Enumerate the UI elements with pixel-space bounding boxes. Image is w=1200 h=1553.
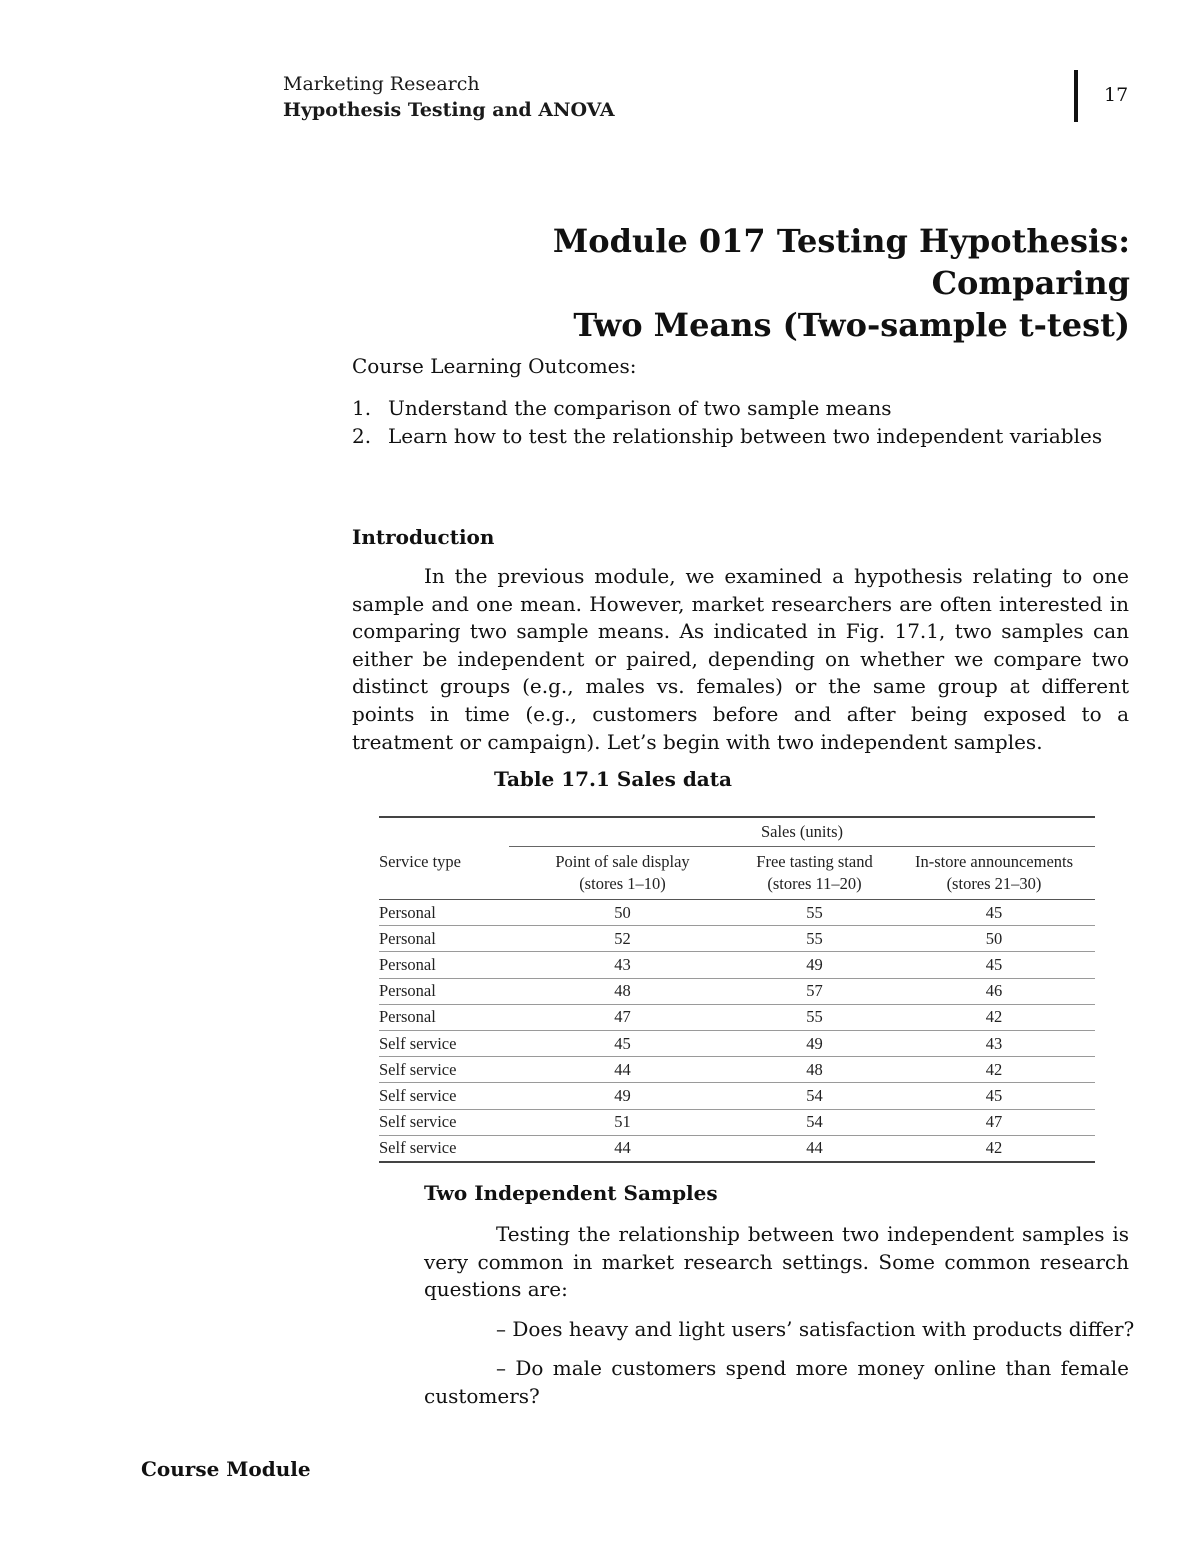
- table-row: [379, 1109, 1095, 1135]
- introduction-heading: Introduction: [352, 525, 495, 549]
- table-cell-value: 57: [736, 978, 893, 1004]
- table-group-header: Sales (units): [509, 818, 1095, 847]
- table-cell-value: 50: [509, 900, 736, 926]
- table-cell-service-type: Personal: [379, 900, 509, 926]
- table-cell-value: 49: [509, 1083, 736, 1109]
- column-header: Point of sale display (stores 1–10): [509, 847, 736, 900]
- table-cell-value: 55: [736, 900, 893, 926]
- table-row: [379, 1004, 1095, 1030]
- table-cell-service-type: Personal: [379, 926, 509, 952]
- table-row: [379, 978, 1095, 1004]
- table-group-spacer: [379, 818, 509, 847]
- title-line-2: Two Means (Two-sample t-test): [573, 306, 1130, 344]
- column-header: Service type: [379, 847, 509, 900]
- title-line-1: Module 017 Testing Hypothesis: Comparing: [552, 222, 1130, 302]
- page-title: [352, 220, 1130, 346]
- header-topic: Hypothesis Testing and ANOVA: [283, 99, 615, 121]
- table-row: [379, 952, 1095, 978]
- table-row: [379, 900, 1095, 926]
- table-cell-service-type: Self service: [379, 1030, 509, 1056]
- table-cell-value: 48: [736, 1057, 893, 1083]
- table-cell-value: 44: [509, 1135, 736, 1162]
- table-caption: Table 17.1 Sales data: [494, 767, 732, 791]
- table-cell-value: 45: [893, 900, 1095, 926]
- table-cell-service-type: Personal: [379, 952, 509, 978]
- table-cell-value: 44: [509, 1057, 736, 1083]
- table-cell-value: 42: [893, 1135, 1095, 1162]
- table-cell-value: 55: [736, 1004, 893, 1030]
- table-cell-value: 47: [509, 1004, 736, 1030]
- table-cell-value: 49: [736, 1030, 893, 1056]
- table-cell-value: 51: [509, 1109, 736, 1135]
- column-header: Free tasting stand (stores 11–20): [736, 847, 893, 900]
- list-text: Understand the comparison of two sample means: [388, 396, 892, 420]
- section-heading-two-samples: Two Independent Samples: [424, 1181, 718, 1205]
- table-cell-value: 55: [736, 926, 893, 952]
- research-question-1: – Does heavy and light users’ satisfaction with products differ?: [496, 1317, 1135, 1341]
- table-cell-value: 42: [893, 1004, 1095, 1030]
- table-cell-value: 45: [893, 952, 1095, 978]
- table-cell-value: 54: [736, 1109, 893, 1135]
- table-row: [379, 1135, 1095, 1162]
- table-cell-value: 46: [893, 978, 1095, 1004]
- list-number: 2.: [352, 424, 372, 448]
- table-cell-service-type: Self service: [379, 1057, 509, 1083]
- table-cell-value: 43: [893, 1030, 1095, 1056]
- list-item: [352, 422, 1102, 450]
- table-cell-service-type: Self service: [379, 1109, 509, 1135]
- table-row: [379, 1030, 1095, 1056]
- list-item: [352, 394, 1102, 422]
- research-question-2: – Do male customers spend more money online than female customers?: [424, 1356, 1129, 1408]
- table-cell-value: 42: [893, 1057, 1095, 1083]
- learning-outcomes-list: [352, 394, 1102, 450]
- table-cell-service-type: Personal: [379, 1004, 509, 1030]
- table-row: [379, 1083, 1095, 1109]
- header-course: Marketing Research: [283, 73, 480, 95]
- table-row: [379, 926, 1095, 952]
- column-header: In-store announcements (stores 21–30): [893, 847, 1095, 900]
- running-header: [283, 71, 615, 123]
- table-cell-value: 47: [893, 1109, 1095, 1135]
- table-body: [379, 900, 1095, 1162]
- header-divider: [1074, 70, 1078, 122]
- table-cell-value: 50: [893, 926, 1095, 952]
- table-row: [379, 1057, 1095, 1083]
- two-samples-paragraph: Testing the relationship between two independent samples is very common in market research settings. Some common research questions are:: [424, 1222, 1129, 1302]
- table-cell-value: 49: [736, 952, 893, 978]
- page-number: 17: [1104, 84, 1129, 106]
- table-cell-service-type: Self service: [379, 1135, 509, 1162]
- footer-label: Course Module: [141, 1457, 311, 1481]
- table-cell-service-type: Personal: [379, 978, 509, 1004]
- table-cell-value: 45: [509, 1030, 736, 1056]
- list-text: Learn how to test the relationship between two independent variables: [388, 424, 1103, 448]
- learning-outcomes-heading: Course Learning Outcomes:: [352, 354, 637, 378]
- table-cell-value: 48: [509, 978, 736, 1004]
- table-cell-value: 52: [509, 926, 736, 952]
- table-cell-value: 43: [509, 952, 736, 978]
- sales-data-table: [379, 816, 1095, 1163]
- list-number: 1.: [352, 396, 372, 420]
- table-cell-value: 45: [893, 1083, 1095, 1109]
- introduction-paragraph: In the previous module, we examined a hypothesis relating to one sample and one mean. However, market researchers are often interested in comparing two sample means. As indicated in Fig. 17.1, two samples can either be independent or paired, depending on whether we compare two distinct groups (e.g., males vs. females) or the same group at different points in time (e.g., customers before and after being exposed to a treatment or campaign). Let’s begin with two independent samples.: [352, 564, 1129, 754]
- table-cell-value: 44: [736, 1135, 893, 1162]
- table-cell-service-type: Self service: [379, 1083, 509, 1109]
- table-cell-value: 54: [736, 1083, 893, 1109]
